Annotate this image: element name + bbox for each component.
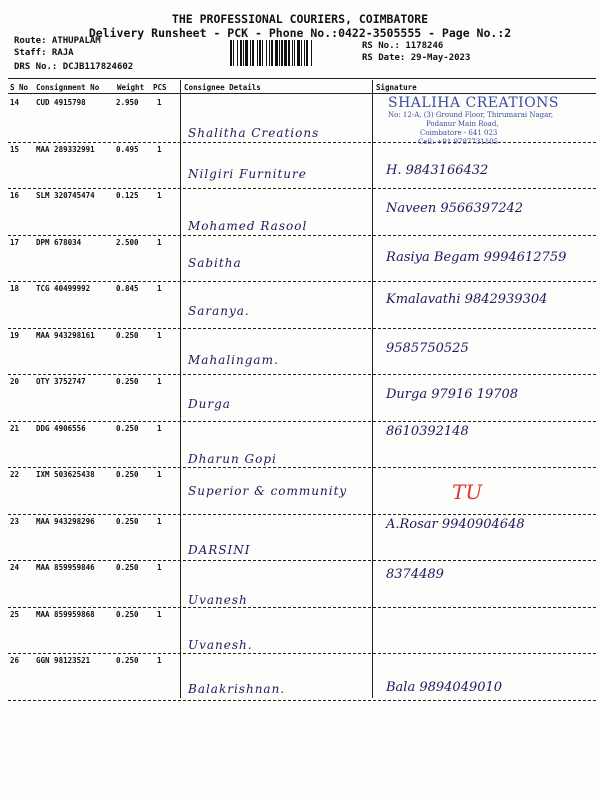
serial-number: 20 xyxy=(10,377,20,386)
barcode-bar xyxy=(262,40,263,66)
consignee-handwriting: Uvanesh xyxy=(188,593,248,607)
signature-handwriting: A.Rosar 9940904648 xyxy=(386,516,525,532)
company-stamp xyxy=(388,95,573,147)
col-header-consignee: Consignee Details xyxy=(184,83,261,92)
pcs-value: 1 xyxy=(157,237,162,247)
barcode-bar xyxy=(292,40,293,66)
pcs-value: 1 xyxy=(157,470,162,479)
weight-value: 0.250 xyxy=(116,563,139,572)
rs-date: RS Date: 29-May-2023 xyxy=(362,53,471,63)
consignee-handwriting: Uvanesh. xyxy=(188,637,253,652)
header-bottom-rule xyxy=(8,93,596,94)
weight-value: 0.250 xyxy=(116,470,139,479)
consignment-number: MAA 943298161 xyxy=(36,330,95,340)
signature-handwriting: Rasiya Begam 9994612759 xyxy=(386,249,567,265)
signature-handwriting: Durga 97916 19708 xyxy=(386,387,519,402)
column-divider xyxy=(372,80,373,698)
barcode-bar xyxy=(275,40,278,66)
page-subtitle: Delivery Runsheet - PCK - Phone No.:0422-3505555 - Page No.:2 xyxy=(88,26,512,40)
stamp-line: Cell: +91 9787731105 xyxy=(418,138,499,146)
weight-value: 2.950 xyxy=(116,98,139,107)
barcode-bar xyxy=(252,40,254,66)
barcode-bar xyxy=(266,40,267,66)
serial-number: 26 xyxy=(10,656,20,665)
row-divider xyxy=(8,607,596,608)
barcode-bar xyxy=(233,40,234,66)
drs-number: DRS No.: DCJB117824602 xyxy=(14,62,134,72)
serial-number: 25 xyxy=(10,609,20,619)
row-divider xyxy=(8,653,596,654)
signature-handwriting: 9585750525 xyxy=(386,340,469,356)
barcode-bar xyxy=(269,40,270,66)
row-divider xyxy=(8,281,596,282)
consignee-handwriting: Superior & community xyxy=(188,484,348,498)
weight-value: 0.845 xyxy=(116,284,139,293)
col-header-signature: Signature xyxy=(376,83,417,92)
weight-value: 0.250 xyxy=(116,423,139,433)
serial-number: 19 xyxy=(10,330,20,340)
serial-number: 15 xyxy=(10,144,20,154)
row-divider xyxy=(8,374,596,375)
barcode-bar xyxy=(230,40,232,66)
consignment-number: MAA 289332991 xyxy=(36,144,95,154)
barcode-bar xyxy=(259,40,261,66)
barcode-bar xyxy=(257,40,258,66)
consignment-number: DDG 4906556 xyxy=(36,423,86,433)
barcode-bar xyxy=(304,40,305,66)
consignee-handwriting: Balakrishnan. xyxy=(188,682,286,696)
pcs-value: 1 xyxy=(157,563,162,572)
consignment-number: CUD 4915798 xyxy=(36,98,86,107)
col-header-sno: S No xyxy=(10,83,29,92)
weight-value: 0.250 xyxy=(116,656,139,665)
consignment-number: MAA 859959846 xyxy=(36,563,95,572)
signature-handwriting: Kmalavathi 9842939304 xyxy=(386,292,548,307)
row-divider xyxy=(8,328,596,329)
consignee-handwriting: Mahalingam. xyxy=(188,352,279,367)
stamp-line: Podanur Main Road, xyxy=(426,120,499,128)
weight-value: 0.250 xyxy=(116,609,139,619)
consignment-number: GGN 98123521 xyxy=(36,656,91,665)
serial-number: 23 xyxy=(10,516,20,526)
consignment-number: MAA 859959868 xyxy=(36,609,95,619)
barcode-bar xyxy=(279,40,280,66)
barcode-bar xyxy=(311,40,312,66)
stamp-line: Coimbatore - 641 023 xyxy=(420,129,498,137)
consignee-handwriting: Dharun Gopi xyxy=(188,451,277,466)
row-divider xyxy=(8,467,596,468)
stamp-name: SHALIHA CREATIONS xyxy=(388,95,560,111)
consignee-handwriting: Nilgiri Furniture xyxy=(188,166,307,181)
consignee-handwriting: DARSINI xyxy=(188,542,251,557)
serial-number: 16 xyxy=(10,191,20,200)
consignment-number: DPM 678034 xyxy=(36,237,82,247)
consignment-number: TCG 40499992 xyxy=(36,284,91,293)
weight-value: 0.495 xyxy=(116,144,139,154)
barcode-bar xyxy=(240,40,242,66)
weight-value: 0.125 xyxy=(116,191,139,200)
row-divider xyxy=(8,421,596,422)
pcs-value: 1 xyxy=(157,377,162,386)
consignee-handwriting: Sabitha xyxy=(188,255,242,270)
row-divider xyxy=(8,235,596,236)
barcode-bar xyxy=(243,40,244,66)
col-header-consignment: Consignment No xyxy=(36,83,100,92)
weight-value: 0.250 xyxy=(116,330,139,340)
signature-handwriting: 8374489 xyxy=(386,567,444,582)
barcode-bar xyxy=(284,40,287,66)
signature-mark: TU xyxy=(452,480,483,504)
stamp-line: No: 12-A, (3) Ground Floor, Thirumarai Nagar, xyxy=(388,111,554,119)
barcode-bar xyxy=(281,40,283,66)
row-divider xyxy=(8,514,596,515)
rs-number: RS No.: 1178246 xyxy=(362,41,444,51)
pcs-value: 1 xyxy=(157,609,162,619)
consignment-number: MAA 943298296 xyxy=(36,516,95,526)
consignment-number: IXM 503625438 xyxy=(36,470,95,479)
signature-handwriting: H. 9843166432 xyxy=(386,162,489,178)
weight-value: 2.500 xyxy=(116,237,139,247)
col-header-weight: Weight xyxy=(117,83,145,92)
consignee-handwriting: Mohamed Rasool xyxy=(188,219,308,233)
pcs-value: 1 xyxy=(157,284,162,293)
serial-number: 21 xyxy=(10,423,20,433)
signature-handwriting: Naveen 9566397242 xyxy=(386,201,524,216)
pcs-value: 1 xyxy=(157,98,162,107)
row-divider xyxy=(8,188,596,189)
staff-label: Staff: RAJA xyxy=(14,48,74,58)
barcode-bar xyxy=(301,40,302,66)
weight-value: 0.250 xyxy=(116,377,139,386)
barcode-bar xyxy=(245,40,248,66)
consignment-number: OTY 3752747 xyxy=(36,377,86,386)
serial-number: 17 xyxy=(10,237,20,247)
pcs-value: 1 xyxy=(157,516,162,526)
row-divider xyxy=(8,700,596,701)
consignee-handwriting: Saranya. xyxy=(188,304,250,318)
barcode-bar xyxy=(288,40,290,66)
consignment-number: SLM 320745474 xyxy=(36,191,95,200)
barcode-bar xyxy=(271,40,273,66)
pcs-value: 1 xyxy=(157,144,162,154)
pcs-value: 1 xyxy=(157,423,162,433)
pcs-value: 1 xyxy=(157,656,162,665)
route-label: Route: ATHUPALAM xyxy=(14,36,101,46)
barcode-bar xyxy=(294,40,295,66)
barcode-bar xyxy=(306,40,308,66)
weight-value: 0.250 xyxy=(116,516,139,526)
pcs-value: 1 xyxy=(157,330,162,340)
column-divider xyxy=(180,80,181,698)
pcs-value: 1 xyxy=(157,191,162,200)
page-title: THE PROFESSIONAL COURIERS, COIMBATORE xyxy=(171,12,429,26)
serial-number: 22 xyxy=(10,470,20,479)
consignee-handwriting: Durga xyxy=(188,397,231,411)
barcode-image xyxy=(228,40,356,66)
serial-number: 18 xyxy=(10,284,20,293)
serial-number: 24 xyxy=(10,563,20,572)
col-header-pcs: PCS xyxy=(153,83,167,92)
row-divider xyxy=(8,560,596,561)
header-top-rule xyxy=(8,78,596,79)
signature-handwriting: Bala 9894049010 xyxy=(386,680,503,695)
consignee-handwriting: Shalitha Creations xyxy=(188,126,320,140)
serial-number: 14 xyxy=(10,98,20,107)
barcode-bar xyxy=(250,40,251,66)
signature-handwriting: 8610392148 xyxy=(386,423,469,439)
barcode-bar xyxy=(297,40,300,66)
barcode-bar xyxy=(237,40,238,66)
